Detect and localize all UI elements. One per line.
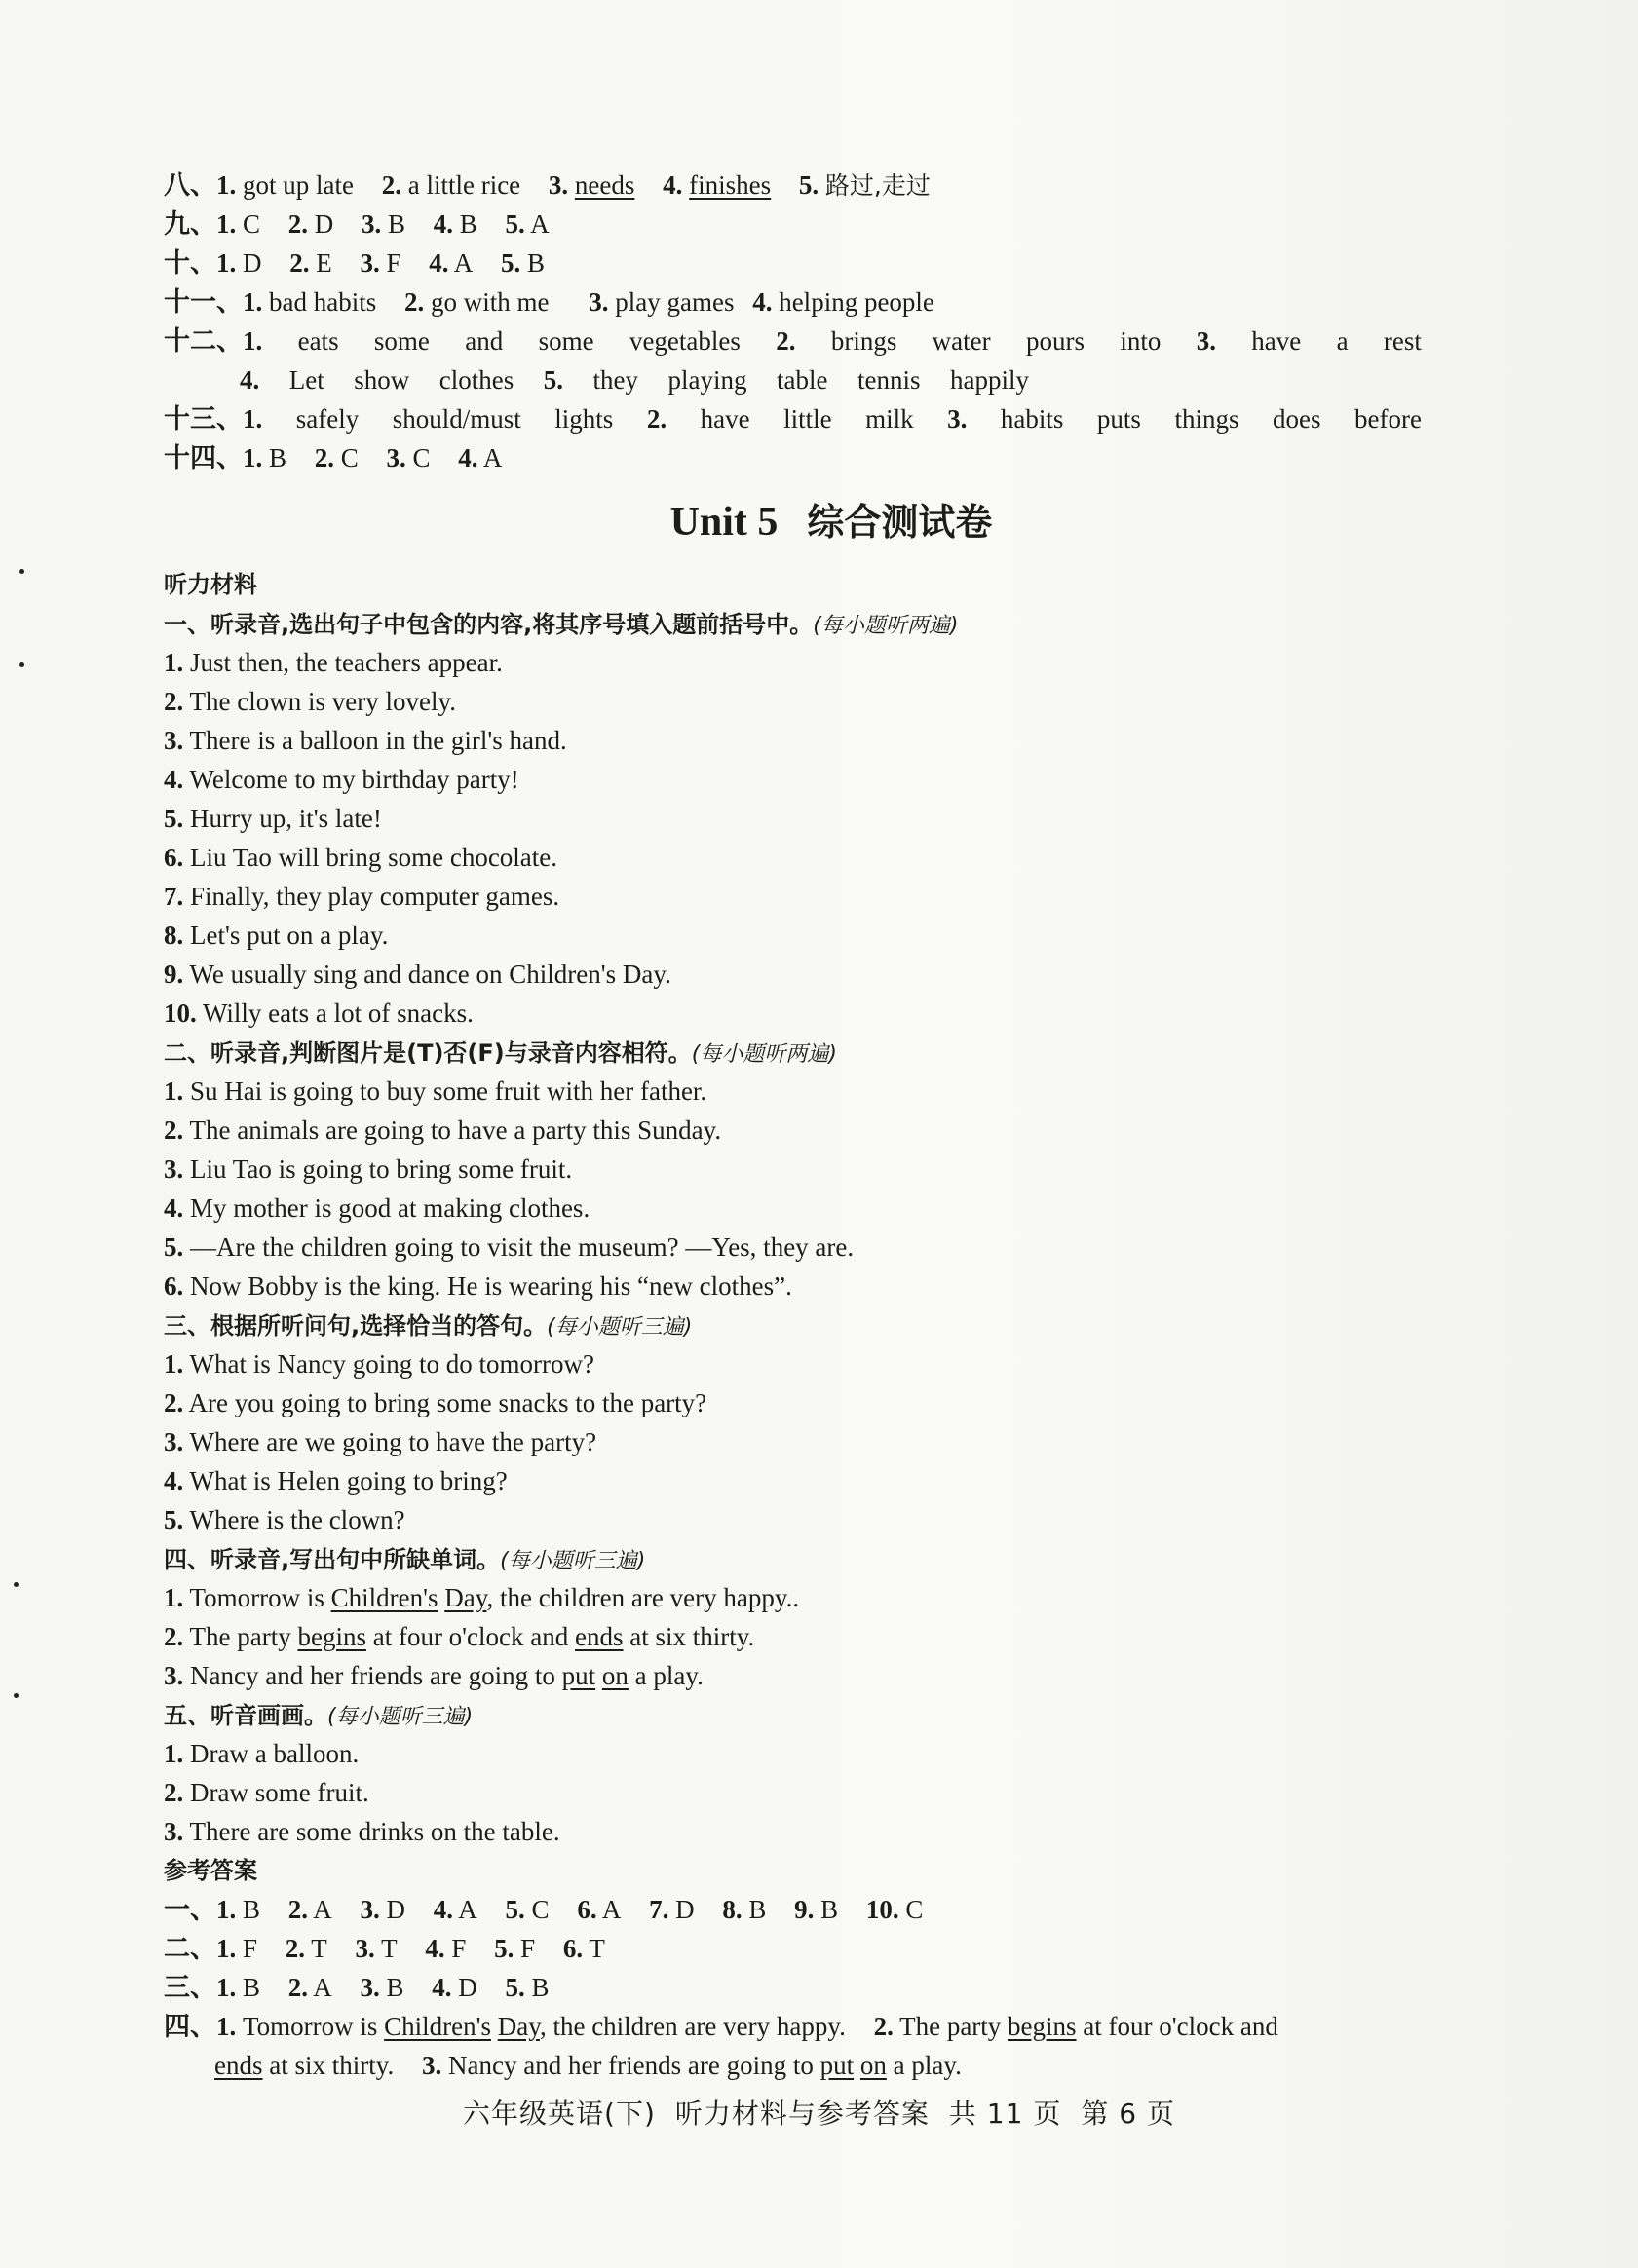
item-number: 4.	[164, 765, 184, 794]
justified-answers	[243, 399, 1422, 438]
item-text: What is Nancy going to do tomorrow?	[189, 1349, 594, 1379]
section-note: (每小题听三遍)	[547, 1315, 693, 1340]
section-1-title	[164, 604, 1440, 643]
item-number: 8.	[164, 921, 184, 950]
section-note: (每小题听两遍)	[813, 614, 959, 638]
answer-text: F	[243, 1934, 258, 1963]
item-number: 3.	[360, 1895, 380, 1924]
answer-text: A	[601, 1895, 622, 1924]
answer-text: D	[675, 1895, 695, 1924]
item-number: 5.	[505, 1973, 525, 2002]
item-number: 2.	[646, 404, 667, 434]
item-number: 1.	[164, 1739, 184, 1768]
item-number: 10.	[164, 999, 197, 1028]
answer-text: D	[243, 248, 262, 278]
section-title-text: 一、听录音,选出句子中包含的内容,将其序号填入题前括号中。	[164, 611, 814, 638]
answer-word: milk	[865, 404, 914, 434]
answer-text: A	[482, 443, 503, 472]
list-item	[164, 1266, 1440, 1305]
answer-row-8	[164, 166, 1440, 205]
item-number: 8.	[722, 1895, 743, 1924]
answer-text: F	[386, 248, 401, 278]
item-number: 5.	[494, 1934, 514, 1963]
answer-word: Day	[497, 2012, 540, 2041]
item-number: 2.	[289, 248, 310, 278]
answer-text: bad habits	[269, 287, 377, 317]
answer-row-14	[164, 438, 1440, 477]
item-number: 1.	[216, 2012, 237, 2041]
section-title-text: 二、听录音,判断图片是(T)否(F)与录音内容相符。	[164, 1040, 692, 1067]
answer-text: needs	[574, 170, 635, 200]
list-item	[164, 1773, 1440, 1812]
list-item	[164, 1734, 1440, 1773]
item-number: 4.	[164, 1466, 184, 1495]
answer-text: C	[531, 1895, 550, 1924]
answer-word: begins	[1008, 2012, 1077, 2041]
answer-word: lights	[554, 404, 614, 434]
item-text: at four o'clock and	[365, 1622, 576, 1651]
item-text: Welcome to my birthday party!	[189, 765, 519, 794]
unit-title-en: Unit 5	[669, 500, 779, 545]
item-number: 4.	[433, 1895, 454, 1924]
item-number: 4.	[429, 248, 449, 278]
item-text: Draw a balloon.	[190, 1739, 360, 1768]
answer-text: go with me	[430, 287, 550, 317]
item-text: We usually sing and dance on Children's Day.	[189, 960, 671, 989]
item-text: Liu Tao is going to bring some fruit.	[190, 1154, 573, 1184]
item-number: 3.	[164, 1817, 184, 1846]
item-number: 5.	[543, 365, 563, 395]
footer-total-pages: 共 11 页	[948, 2098, 1062, 2130]
item-number: 3.	[1196, 326, 1216, 356]
list-item	[164, 1578, 1440, 1617]
list-item	[164, 1150, 1440, 1189]
answer-text: a little rice	[407, 170, 521, 200]
answer-text: B	[748, 1895, 767, 1924]
item-number: 1.	[164, 1583, 184, 1612]
item-text: Let's put on a play.	[190, 921, 389, 950]
item-number: 2.	[164, 1778, 184, 1807]
answer-word: pours	[1025, 326, 1085, 356]
answer-word: eats	[297, 326, 339, 356]
answer-text: at four o'clock and	[1076, 2012, 1278, 2041]
answer-row-12	[164, 321, 1440, 360]
answer-text: A	[453, 248, 474, 278]
answer-word: water	[932, 326, 991, 356]
item-number: 1.	[216, 1973, 237, 2002]
answer-word: have	[1251, 326, 1302, 356]
item-number: 4.	[433, 209, 454, 239]
footer-doc-title: 听力材料与参考答案	[674, 2098, 930, 2130]
item-number: 2.	[164, 1622, 184, 1651]
list-item	[164, 1383, 1440, 1422]
item-number: 2.	[287, 1895, 309, 1924]
section-title-text: 四、听录音,写出句中所缺单词。	[164, 1546, 501, 1573]
answer-word: little	[783, 404, 832, 434]
margin-dot	[19, 569, 24, 574]
answer-word: put	[561, 1661, 596, 1690]
answer-word: habits	[1000, 404, 1064, 434]
item-text: My mother is good at making clothes.	[190, 1193, 590, 1223]
item-number: 1.	[164, 1077, 184, 1106]
unit-title-cn: 综合测试卷	[807, 501, 993, 544]
item-number: 3.	[548, 170, 569, 200]
answer-text: B	[820, 1895, 839, 1924]
answer-text: 路过,走过	[824, 171, 931, 200]
answer-word: brings	[830, 326, 897, 356]
answer-word: table	[776, 365, 828, 395]
answer-word: happily	[949, 365, 1029, 395]
answer-text: A	[313, 1895, 332, 1924]
section-note: (每小题听两遍)	[691, 1042, 837, 1067]
item-text: There is a balloon in the girl's hand.	[189, 726, 567, 755]
answer-word: on	[601, 1661, 629, 1690]
answer-text: D	[386, 1895, 406, 1924]
section-2-title	[164, 1033, 1440, 1072]
answer-word: a	[1336, 326, 1349, 356]
item-text: a play.	[628, 1661, 704, 1690]
answer-row-11	[164, 283, 1440, 321]
item-text: Tomorrow is	[189, 1583, 331, 1612]
item-text: , the children are very happy..	[486, 1583, 800, 1612]
footer-subject: 六年级英语(下)	[463, 2098, 656, 2130]
list-item	[164, 1228, 1440, 1266]
list-item	[164, 1812, 1440, 1851]
item-number: 3.	[947, 404, 968, 434]
answer-word: Children's	[384, 2012, 491, 2041]
row-label: 十四、	[164, 443, 243, 472]
justified-answers	[243, 321, 1422, 360]
item-number: 1.	[216, 1934, 237, 1963]
item-text: Willy eats a lot of snacks.	[203, 999, 474, 1028]
item-text: Are you going to bring some snacks to the party?	[188, 1388, 707, 1418]
list-item	[164, 994, 1440, 1033]
item-text: Hurry up, it's late!	[190, 804, 382, 833]
item-number: 5.	[164, 1232, 184, 1262]
item-number: 1.	[216, 170, 237, 200]
answer-text: B	[388, 209, 406, 239]
answer-word: tennis	[857, 365, 921, 395]
answer-text: E	[316, 248, 332, 278]
item-number: 5.	[501, 248, 521, 278]
section-title-text: 五、听音画画。	[164, 1702, 327, 1729]
row-label: 一、	[164, 1895, 216, 1924]
page-content	[164, 166, 1440, 2085]
answers-heading: 参考答案	[164, 1857, 257, 1884]
answer-row-1	[164, 1890, 1440, 1929]
item-text: There are some drinks on the table.	[189, 1817, 560, 1846]
item-number: 4.	[432, 1973, 452, 2002]
item-number: 2.	[381, 170, 401, 200]
answer-text: D	[314, 209, 334, 239]
item-number: 6.	[164, 843, 184, 872]
answer-text: Nancy and her friends are going to	[448, 2051, 820, 2080]
list-item	[164, 877, 1440, 916]
answer-word: begins	[297, 1622, 366, 1651]
item-number: 9.	[164, 960, 184, 989]
item-number: 2.	[873, 2012, 894, 2041]
item-number: 6.	[562, 1934, 584, 1963]
row-label: 十、	[164, 248, 216, 278]
answer-word: should/must	[392, 404, 521, 434]
list-item	[164, 955, 1440, 994]
list-item	[164, 1422, 1440, 1461]
answer-text: play games	[615, 287, 735, 317]
section-note: (每小题听三遍)	[327, 1705, 474, 1729]
answer-text: The party	[899, 2012, 1009, 2041]
answer-text: C	[905, 1895, 924, 1924]
answer-word: clothes	[438, 365, 514, 395]
item-number: 5.	[505, 1895, 525, 1924]
item-number: 1.	[243, 287, 263, 317]
item-text: at six thirty.	[623, 1622, 755, 1651]
item-number: 3.	[386, 443, 406, 472]
answer-row-10	[164, 244, 1440, 283]
answer-row-2	[164, 1929, 1440, 1968]
answer-word: Let	[288, 365, 324, 395]
answer-text: C	[243, 209, 261, 239]
item-number: 4.	[663, 170, 683, 200]
row-label: 二、	[164, 1934, 216, 1963]
unit-title	[164, 483, 1440, 561]
answer-text: B	[243, 1895, 261, 1924]
answer-text: got up late	[243, 170, 354, 200]
item-text: Where is the clown?	[189, 1505, 405, 1534]
row-label: 十二、	[164, 326, 243, 356]
item-text: Finally, they play computer games.	[190, 882, 560, 911]
list-item	[164, 721, 1440, 760]
answer-word: before	[1353, 404, 1422, 434]
answer-text: B	[527, 248, 546, 278]
answer-word: safely	[295, 404, 360, 434]
answer-text: C	[340, 443, 359, 472]
spacer-text	[491, 2012, 498, 2041]
answer-text: T	[589, 1934, 605, 1963]
item-number: 3.	[360, 1973, 380, 2002]
answer-word: put	[819, 2051, 855, 2080]
list-item	[164, 1189, 1440, 1228]
list-item	[164, 1500, 1440, 1539]
item-number: 1.	[216, 209, 237, 239]
item-number: 3.	[164, 1661, 184, 1690]
answer-word: show	[354, 365, 410, 395]
answer-word: into	[1120, 326, 1162, 356]
item-number: 6.	[577, 1895, 597, 1924]
item-number: 2.	[403, 287, 425, 317]
item-number: 1.	[164, 648, 184, 677]
list-item	[164, 1461, 1440, 1500]
answer-word: some	[373, 326, 430, 356]
item-text: The party	[189, 1622, 298, 1651]
answer-text: B	[243, 1973, 261, 2002]
answer-text: B	[531, 1973, 550, 2002]
answer-word: puts	[1096, 404, 1141, 434]
answer-word: Day	[444, 1583, 487, 1612]
answer-text: T	[381, 1934, 398, 1963]
row-label: 八、	[164, 170, 216, 200]
item-number: 6.	[164, 1271, 184, 1301]
item-number: 4.	[458, 443, 478, 472]
item-number: 10.	[865, 1895, 899, 1924]
answer-row-9	[164, 205, 1440, 244]
list-item	[164, 799, 1440, 838]
answer-word: does	[1272, 404, 1321, 434]
answer-text: , the children are very happy.	[539, 2012, 846, 2041]
item-text: Where are we going to have the party?	[189, 1427, 597, 1456]
section-5-title	[164, 1695, 1440, 1734]
list-item	[164, 1617, 1440, 1656]
item-number: 2.	[287, 1973, 309, 2002]
listening-heading: 听力材料	[164, 571, 257, 598]
answer-row-4	[164, 2007, 1440, 2046]
answer-text: B	[459, 209, 477, 239]
row-label: 九、	[164, 209, 216, 239]
item-number: 1.	[216, 1895, 237, 1924]
answer-text: D	[458, 1973, 477, 2002]
answer-text: a play.	[886, 2051, 962, 2080]
item-number: 5.	[505, 209, 525, 239]
item-number: 5.	[164, 804, 184, 833]
item-number: 3.	[164, 1427, 184, 1456]
row-label: 四、	[164, 2012, 216, 2041]
row-label: 三、	[164, 1973, 216, 2002]
answer-word: some	[538, 326, 594, 356]
answer-text: A	[530, 209, 550, 239]
item-text: Nancy and her friends are going to	[190, 1661, 562, 1690]
list-item	[164, 916, 1440, 955]
answer-word: things	[1174, 404, 1239, 434]
answer-text: C	[412, 443, 431, 472]
answer-word: Children's	[330, 1583, 438, 1612]
item-number: 2.	[164, 687, 184, 716]
answer-word: on	[859, 2051, 887, 2080]
item-text: —Are the children going to visit the museum? —Yes, they are.	[190, 1232, 855, 1262]
list-item	[164, 643, 1440, 682]
list-item	[164, 1656, 1440, 1695]
item-number: 1.	[243, 326, 263, 356]
answer-row-12-cont	[164, 360, 1440, 399]
answer-word: and	[465, 326, 504, 356]
answer-word: ends	[575, 1622, 624, 1651]
item-text: The clown is very lovely.	[189, 687, 456, 716]
item-text: Just then, the teachers appear.	[190, 648, 503, 677]
answer-word: playing	[667, 365, 747, 395]
list-item	[164, 760, 1440, 799]
item-number: 2.	[776, 326, 796, 356]
item-text: Draw some fruit.	[190, 1778, 369, 1807]
list-item	[164, 682, 1440, 721]
item-number: 4.	[425, 1934, 445, 1963]
row-label: 十三、	[164, 404, 243, 434]
item-number: 1.	[243, 443, 263, 472]
item-number: 3.	[164, 726, 184, 755]
margin-dot	[14, 1582, 19, 1587]
list-item	[164, 1111, 1440, 1150]
item-number: 4.	[164, 1193, 184, 1223]
answer-text: A	[313, 1973, 332, 2002]
item-text: Su Hai is going to buy some fruit with her father.	[190, 1077, 707, 1106]
page-footer	[0, 2093, 1638, 2132]
answer-word: vegetables	[629, 326, 741, 356]
item-number: 4.	[240, 365, 260, 395]
item-number: 5.	[798, 170, 819, 200]
section-title-text: 三、根据所听问句,选择恰当的答句。	[164, 1312, 548, 1340]
answer-text: B	[269, 443, 287, 472]
justified-answers	[240, 360, 1029, 399]
item-number: 1.	[216, 248, 237, 278]
answer-row-4-cont	[164, 2046, 1440, 2085]
section-3-title	[164, 1305, 1440, 1344]
section-4-title	[164, 1539, 1440, 1578]
list-item	[164, 1072, 1440, 1111]
answer-word: they	[592, 365, 638, 395]
answer-word: ends	[214, 2051, 263, 2080]
item-number: 2.	[287, 209, 309, 239]
item-number: 1.	[164, 1349, 184, 1379]
answer-row-3	[164, 1968, 1440, 2007]
list-item	[164, 1344, 1440, 1383]
answer-text: helping people	[779, 287, 934, 317]
item-number: 3.	[360, 248, 380, 278]
answer-text: B	[386, 1973, 404, 2002]
answer-text: at six thirty.	[262, 2051, 395, 2080]
answer-word: have	[700, 404, 750, 434]
answer-text: F	[451, 1934, 467, 1963]
item-text: The animals are going to have a party this Sunday.	[189, 1115, 722, 1145]
row-label: 十一、	[164, 287, 243, 317]
spacer-text	[854, 2051, 860, 2080]
item-number: 3.	[164, 1154, 184, 1184]
footer-page-number: 第 6 页	[1081, 2098, 1175, 2130]
item-number: 2.	[164, 1115, 184, 1145]
item-number: 3.	[422, 2051, 442, 2080]
item-number: 7.	[649, 1895, 669, 1924]
item-number: 2.	[285, 1934, 306, 1963]
item-number: 3.	[355, 1934, 375, 1963]
list-item	[164, 838, 1440, 877]
answer-row-13	[164, 399, 1440, 438]
item-number: 7.	[164, 882, 184, 911]
answer-text: Tomorrow is	[243, 2012, 385, 2041]
answer-text: F	[520, 1934, 536, 1963]
answer-text: A	[458, 1895, 477, 1924]
item-number: 1.	[243, 404, 263, 434]
item-number: 9.	[794, 1895, 815, 1924]
answer-text: T	[311, 1934, 327, 1963]
spacer-text	[595, 1661, 602, 1690]
answer-word: rest	[1383, 326, 1422, 356]
item-number: 5.	[164, 1505, 184, 1534]
item-text: Liu Tao will bring some chocolate.	[190, 843, 558, 872]
item-number: 3.	[362, 209, 382, 239]
item-number: 3.	[589, 287, 609, 317]
item-number: 2.	[164, 1388, 184, 1418]
section-note: (每小题听三遍)	[500, 1549, 646, 1573]
answer-text: finishes	[689, 170, 772, 200]
item-text: What is Helen going to bring?	[189, 1466, 508, 1495]
item-number: 2.	[314, 443, 335, 472]
margin-dot	[19, 662, 24, 667]
item-number: 4.	[752, 287, 773, 317]
margin-dot	[14, 1693, 19, 1698]
item-text: Now Bobby is the king. He is wearing his “new clothes”.	[190, 1271, 792, 1301]
